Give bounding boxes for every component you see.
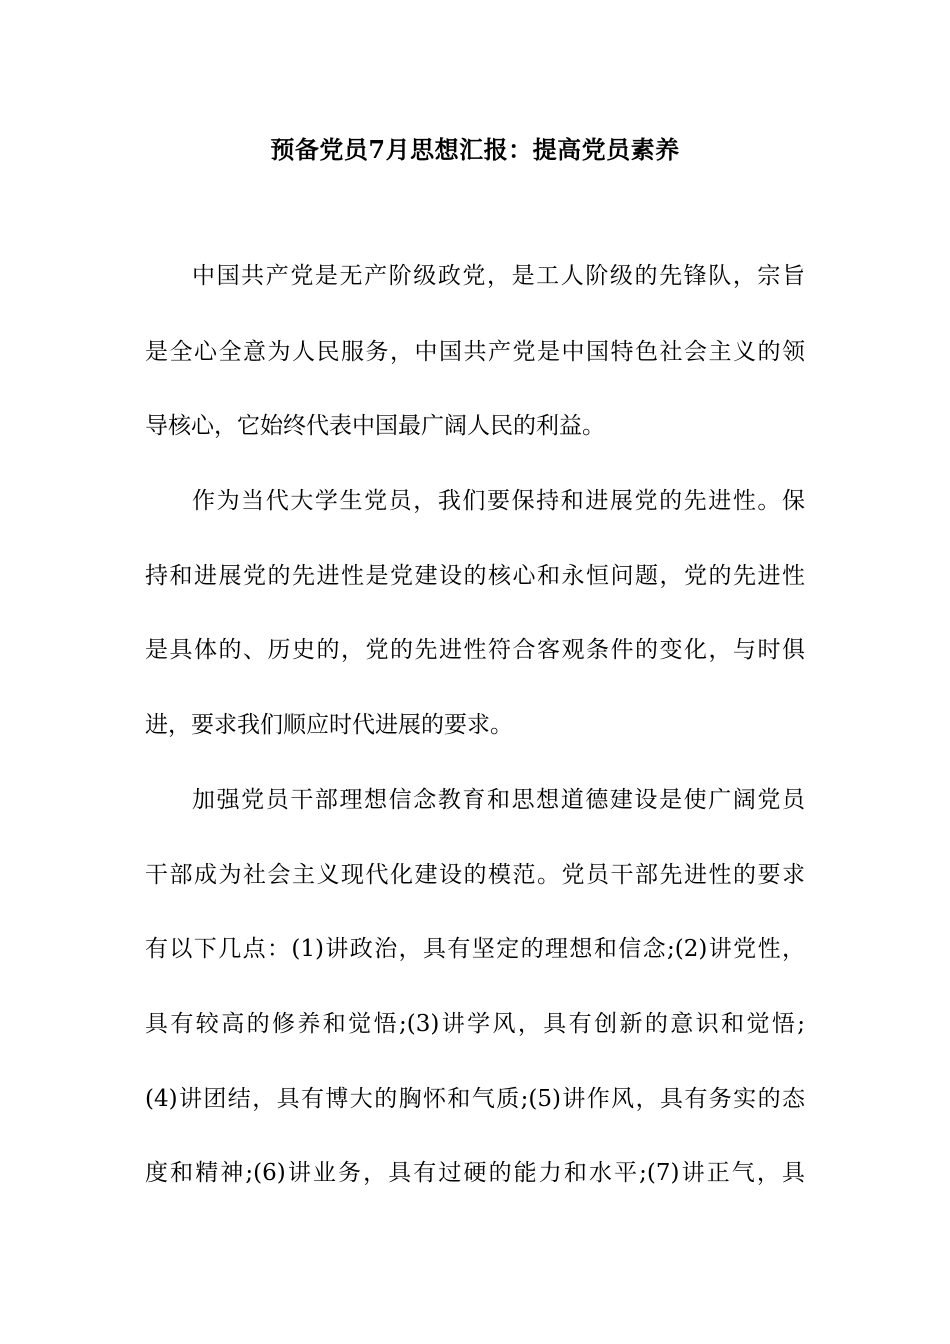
paragraph-3-line-6: 度和精神;(6)讲业务，具有过硬的能力和水平;(7)讲正气，具 [145,1160,805,1186]
paragraph-2-line-3: 是具体的、历史的，党的先进性符合客观条件的变化，与时俱 [145,637,805,663]
paragraph-3-line-3: 有以下几点：(1)讲政治，具有坚定的理想和信念;(2)讲党性， [145,936,805,962]
paragraph-2-line-4: 进，要求我们顺应时代进展的要求。 [145,712,513,738]
paragraph-3-line-2: 干部成为社会主义现代化建设的模范。党员干部先进性的要求 [145,862,805,888]
paragraph-3-line-5: (4)讲团结，具有博大的胸怀和气质;(5)讲作风，具有务实的态 [145,1086,805,1112]
paragraph-1-line-1: 中国共产党是无产阶级政党，是工人阶级的先锋队，宗旨 [192,263,805,289]
paragraph-1-line-3: 导核心，它始终代表中国最广阔人民的利益。 [145,413,605,439]
paragraph-2-line-1: 作为当代大学生党员，我们要保持和进展党的先进性。保 [192,488,805,514]
paragraph-1-line-2: 是全心全意为人民服务，中国共产党是中国特色社会主义的领 [145,339,805,365]
paragraph-3-line-4: 具有较高的修养和觉悟;(3)讲学风，具有创新的意识和觉悟; [145,1011,805,1037]
paragraph-3-line-1: 加强党员干部理想信念教育和思想道德建设是使广阔党员 [192,787,805,813]
document-title: 预备党员7月思想汇报：提高党员素养 [270,135,680,164]
paragraph-2-line-2: 持和进展党的先进性是党建设的核心和永恒问题，党的先进性 [145,563,805,589]
